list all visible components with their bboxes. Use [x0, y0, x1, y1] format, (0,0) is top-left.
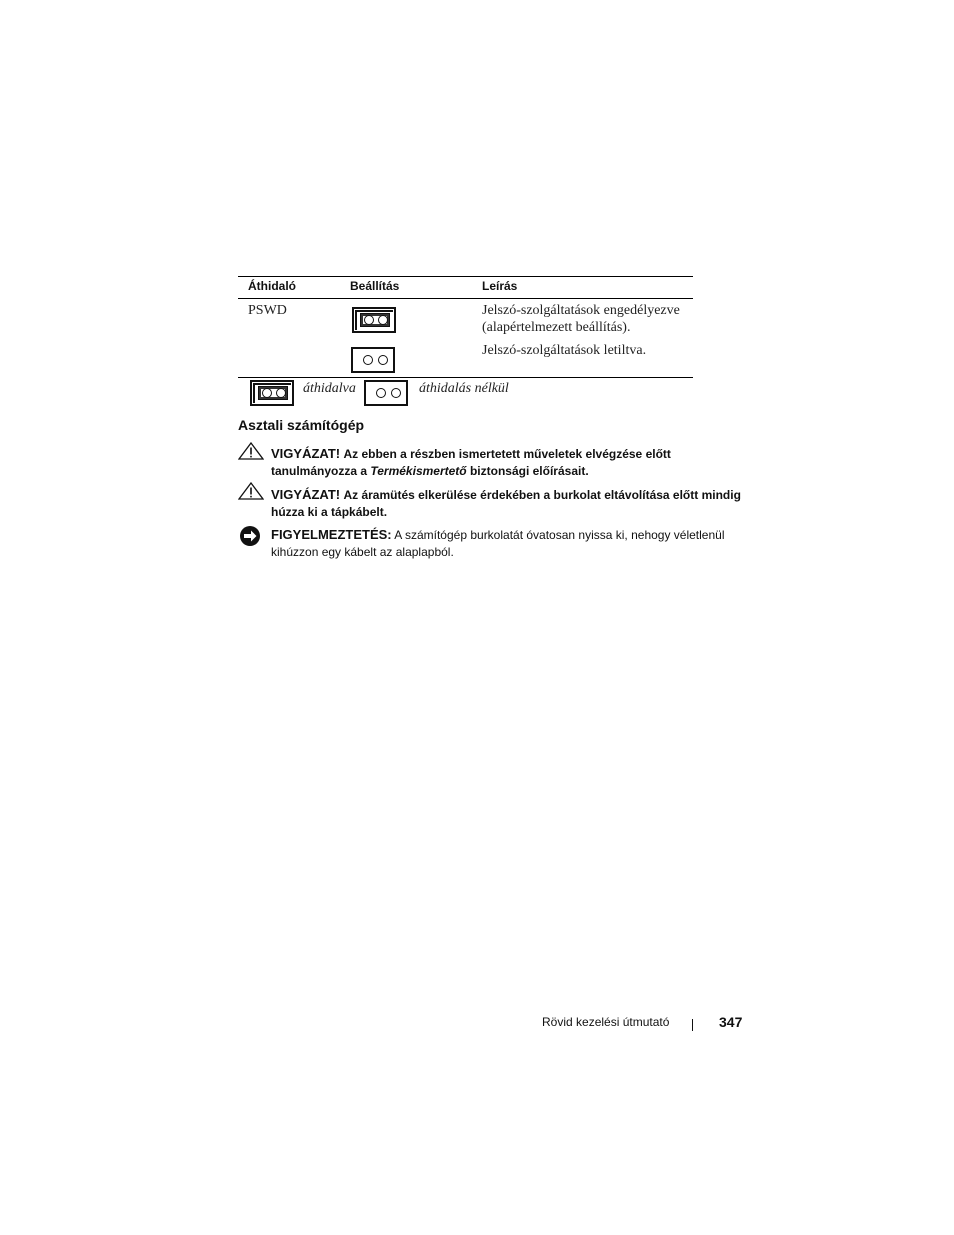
setting-description-enabled: Jelszó-szolgáltatások engedélyezve (alapértelmezett beállítás). — [482, 303, 680, 335]
table-bottom-rule — [238, 377, 693, 378]
footer-title: Rövid kezelési útmutató — [542, 1015, 670, 1029]
table-top-rule — [238, 276, 693, 277]
jumper-pin — [391, 388, 401, 398]
legend-open-label: áthidalás nélkül — [419, 381, 509, 396]
notice-text: Az áramütés elkerülése érdekében a burkolat eltávolítása előtt mindig húzza ki a tápkábelt. — [271, 488, 741, 519]
legend-jumpered-label: áthidalva — [303, 381, 356, 396]
footer-separator — [692, 1019, 693, 1031]
notice-label: FIGYELMEZTETÉS: — [271, 527, 392, 542]
column-header-description: Leírás — [482, 279, 518, 293]
caution-notice-2 — [271, 486, 741, 521]
caution-notice-1 — [271, 445, 741, 480]
page-number: 347 — [719, 1014, 743, 1030]
warning-notice — [271, 526, 741, 561]
jumper-pin — [378, 315, 388, 325]
setting-description-disabled: Jelszó-szolgáltatások letiltva. — [482, 343, 647, 358]
jumper-open-diagram — [351, 347, 395, 373]
jumper-pin — [376, 388, 386, 398]
section-title: Asztali számítógép — [238, 417, 365, 433]
notice-label: VIGYÁZAT! — [271, 446, 341, 461]
jumper-pin — [364, 315, 374, 325]
jumper-pin — [262, 388, 272, 398]
column-header-jumper: Áthidaló — [248, 279, 296, 293]
jumper-name: PSWD — [248, 303, 287, 318]
jumper-pin — [363, 355, 373, 365]
legend-jumpered-diagram — [250, 380, 294, 406]
notice-emphasis: Termékismertető — [370, 464, 467, 478]
column-header-setting: Beállítás — [350, 279, 400, 293]
jumper-pin — [276, 388, 286, 398]
notice-label: VIGYÁZAT! — [271, 487, 341, 502]
jumper-jumpered-diagram — [352, 307, 396, 333]
notice-text: Az ebben a részben ismertetett műveletek elvégzése előtt tanulmányozza a Termékismertető biztonsági előírásait. — [271, 447, 671, 478]
caution-triangle-icon — [238, 442, 264, 460]
caution-triangle-icon — [238, 482, 264, 500]
table-header-rule — [238, 298, 693, 299]
legend-open-diagram — [364, 380, 408, 406]
jumper-pin — [378, 355, 388, 365]
notice-text: A számítógép burkolatát óvatosan nyissa ki, nehogy véletlenül kihúzzon egy kábelt az alaplapból. — [271, 528, 725, 559]
notice-circle-icon — [239, 525, 261, 547]
